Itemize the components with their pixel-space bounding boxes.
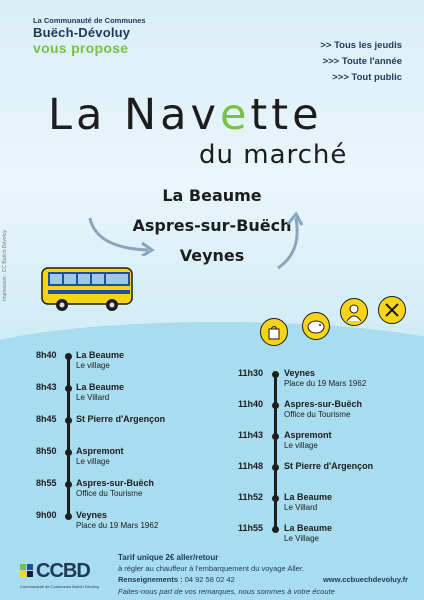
title-line-1: La Navette [48, 90, 323, 140]
side-credit: Impression : CC Buëch Dévoluy [2, 230, 8, 301]
tag-jeudis: >> Tous les jeudis [320, 40, 402, 51]
poster: La Communauté de Communes Buëch-Dévoluy vous propose >> Tous les jeudis >>> Toute l'année >>> Tout public La Navette du marché La Beaume Aspres-sur-Buëch Veynes Impression : CC Buëch Dévoluy 8h40 La Beaume Le village 8h43 La Beaume Le Villard 8h45 St Pierre d'Argençon 8h50 Aspremont Le village 8h55 Aspres-sur-Buëch Office du Tourisme 9h00 Veynes Place du 19 Mars 1962 11h30 Veynes Place du 19 Mars 1962 11h40 Aspres-sur-Buëch Office du Tourisme 11h43 Aspremont Le village 11h48 St Pierre d'Argençon 11h52 La Beaume Le Villard 11h55 La Beaume Le Village Tarif unique 2€ aller/retour à régler au chauffeur à l'embarquement du voyage Aller. Renseignements : 04 92 58 02 42 www.ccbuechdevoluy.fr Faites-nous part de vos remarques, nous sommes à votre écoute CCBD Communauté de Communes Buëch Dévoluy [0, 0, 424, 600]
stop-dot [65, 513, 72, 520]
title-line-2: du marché [199, 140, 348, 170]
org-line-1: La Communauté de Communes [33, 16, 146, 25]
stop-dot [272, 402, 279, 409]
org-line-3: vous propose [33, 40, 129, 56]
tarif: Tarif unique 2€ aller/retour [118, 553, 219, 562]
feedback: Faites-nous part de vos remarques, nous sommes à votre écoute [118, 587, 335, 596]
shopping-bag-icon [260, 318, 288, 346]
tarif-sub: à régler au chauffeur à l'embarquement du voyage Aller. [118, 564, 304, 573]
stop-dot [65, 449, 72, 456]
curved-arrow-right-icon [272, 212, 312, 272]
curved-arrow-left-icon [86, 210, 156, 256]
piggy-bank-icon [302, 312, 330, 340]
outbound-schedule: 8h40 La Beaume Le village 8h43 La Beaume Le Villard 8h45 St Pierre d'Argençon 8h50 Aspremont Le village 8h55 Aspres-sur-Buëch Office du Tourisme 9h00 Veynes Place du 19 Mars 1962 [36, 350, 166, 530]
main-stop-1: La Beaume [162, 186, 262, 205]
stop-dot [65, 481, 72, 488]
stop-dot [65, 353, 72, 360]
tag-public: >>> Tout public [332, 72, 402, 83]
bus-icon [40, 262, 136, 316]
inbound-line [274, 374, 277, 529]
outbound-line [67, 356, 70, 516]
person-icon [340, 298, 368, 326]
main-stop-2: Aspres-sur-Buëch [132, 216, 292, 235]
tools-icon [378, 296, 406, 324]
stop-dot [65, 385, 72, 392]
inbound-schedule: 11h30 Veynes Place du 19 Mars 1962 11h40 Aspres-sur-Buëch Office du Tourisme 11h43 Aspremont Le village 11h48 St Pierre d'Argençon 11h52 La Beaume Le Villard 11h55 La Beaume Le Village [238, 368, 374, 543]
stop-dot [272, 526, 279, 533]
website-link[interactable]: www.ccbuechdevoluy.fr [322, 575, 408, 584]
main-stop-3: Veynes [179, 246, 245, 265]
tag-annee: >>> Toute l'année [322, 56, 402, 67]
stop-dot [272, 371, 279, 378]
stop-dot [65, 417, 72, 424]
logo-squares-icon [20, 564, 34, 580]
contact-line: Renseignements : 04 92 58 02 42 www.ccbuechdevoluy.fr [118, 575, 408, 584]
phone: 04 92 58 02 42 [184, 575, 235, 584]
stop-dot [272, 464, 279, 471]
org-line-2: Buëch-Dévoluy [33, 25, 131, 40]
stop-dot [272, 495, 279, 502]
stop-dot [272, 433, 279, 440]
